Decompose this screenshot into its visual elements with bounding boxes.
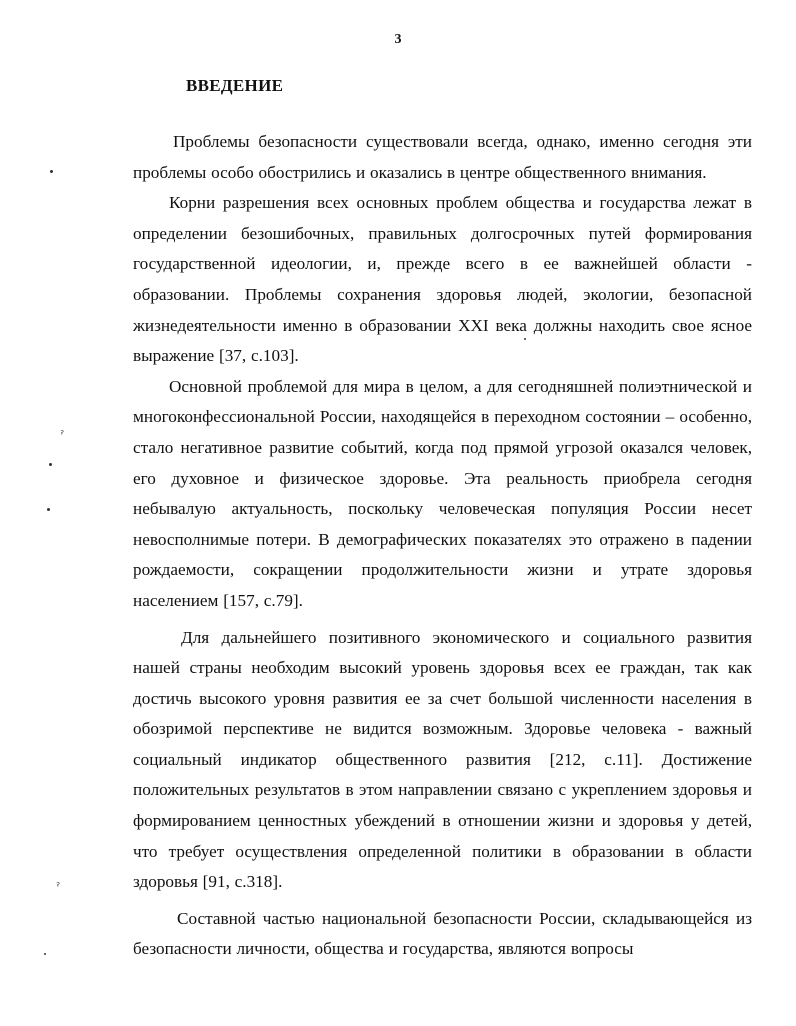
scan-speck [49, 463, 52, 466]
paragraph-2: Корни разрешения всех основных проблем общества и государства лежат в определении безошибочных, правильных долгосрочных путей формирования государственной идеологии, и, прежде всего в ее важнейшей области - образовании. Проблемы сохранения здоровья людей, экологии, безопасной жизнедеятельности именно в образовании XXI века должны находить свое ясное выражение [37, с.103]. [133, 193, 752, 366]
scan-speck [524, 338, 526, 340]
scan-speck: ˀ [56, 880, 61, 893]
body-text [133, 127, 752, 965]
scan-speck [47, 508, 50, 511]
paragraph-5: Составной частью национальной безопасности России, складывающейся из безопасности личности, общества и государства, являются вопросы [133, 908, 752, 959]
scan-speck: ˀ [60, 428, 65, 441]
section-heading: ВВЕДЕНИЕ [186, 76, 284, 95]
paragraph-4: Для дальнейшего позитивного экономического и социального развития нашей страны необходим высокий уровень здоровья всех ее граждан, так как достичь высокого уровня развития ее за счет большой численности населения в обозримой перспективе не видится возможным. Здоровье человека - важный социальный индикатор общественного развития [212, с.11]. Достижение положительных результатов в этом направлении связано с укреплением здоровья и формированием ценностных убеждений в отношении жизни и здоровья у детей, что требует осуществления определенной политики в образовании в области здоровья [91, с.318]. [133, 627, 752, 892]
paragraph-3: Основной проблемой для мира в целом, а для сегодняшней полиэтнической и многоконфессиональной России, находящейся в переходном состоянии – особенно, стало негативное развитие событий, когда под прямой угрозой оказался человек, его духовное и физическое здоровье. Эта реальность приобрела сегодня небывалую актуальность, поскольку человеческая популяция России несет невосполнимые потери. В демографических показателях это отражено в падении рождаемости, сокращении продолжительности жизни и утрате здоровья населением [157, с.79]. [133, 376, 752, 610]
paragraph-1: Проблемы безопасности существовали всегда, однако, именно сегодня эти проблемы особо обострились и оказались в центре общественного внимания. [133, 132, 752, 182]
page-number: 3 [394, 32, 402, 47]
scan-speck [44, 953, 46, 955]
scan-speck [50, 170, 53, 173]
